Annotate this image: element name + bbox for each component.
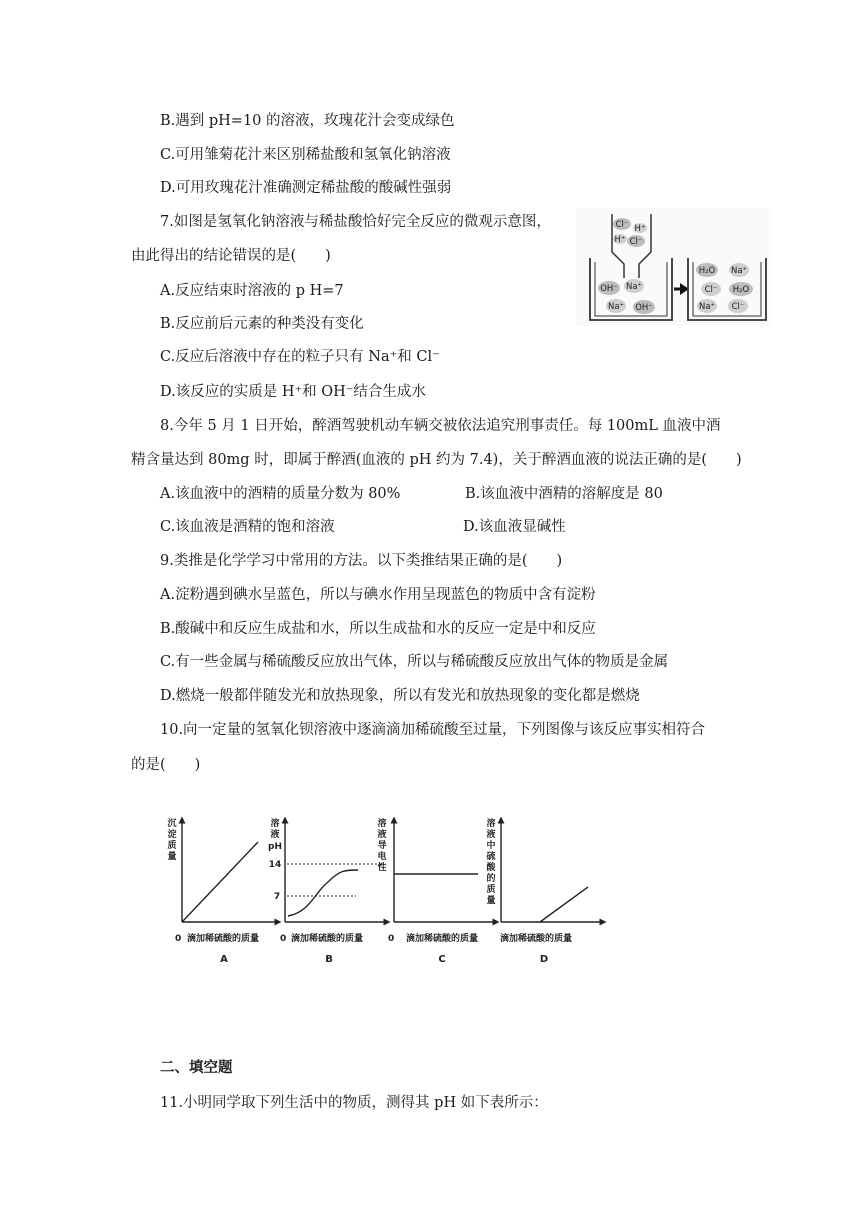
graph-a-ylabel-3: 质: [167, 841, 177, 851]
graph-b-ylabel-1: 溶: [270, 819, 280, 829]
before-ion-1: OH⁻: [600, 284, 618, 294]
q7-stem-line2: 由此得出的结论错误的是( ): [131, 248, 331, 264]
graph-b-tick-7: 7: [273, 892, 281, 902]
q8-stem-line2: 精含量达到 80mg 时，即属于醉酒(血液的 pH 约为 7.4)，关于醉酒血液的说法正确的是( ): [131, 452, 742, 468]
graph-a-origin: 0: [175, 934, 182, 944]
graph-a-ylabel-2: 淀: [167, 830, 177, 840]
graph-d-ylabel-6: 的: [486, 874, 496, 884]
q8-option-a: A.该血液中的酒精的质量分数为 80%: [160, 486, 401, 502]
q6-option-c: C.可用雏菊花汁来区别稀盐酸和氢氧化钠溶液: [160, 147, 451, 163]
after-particle-2: Na⁺: [730, 266, 748, 276]
graph-c-ylabel-4: 电: [377, 852, 387, 862]
graph-c-ylabel-2: 液: [377, 830, 387, 840]
after-particle-1: H₂O: [698, 266, 716, 276]
graph-c-ylabel-5: 性: [377, 863, 387, 873]
q7-option-d: D.该反应的实质是 H⁺和 OH⁻结合生成水: [160, 384, 426, 400]
q9-option-c: C.有一些金属与稀硫酸反应放出气体，所以与稀硫酸反应放出气体的物质是金属: [160, 654, 669, 670]
q10-graphs: [160, 812, 610, 970]
q10-stem-line2: 的是( ): [131, 757, 201, 773]
q9-option-a: A.淀粉遇到碘水呈蓝色，所以与碘水作用呈现蓝色的物质中含有淀粉: [160, 587, 596, 603]
q9-option-b: B.酸碱中和反应生成盐和水，所以生成盐和水的反应一定是中和反应: [160, 621, 596, 637]
q6-option-b: B.遇到 pH=10 的溶液，玫瑰花汁会变成绿色: [160, 113, 455, 129]
q7-reaction-diagram: [576, 208, 772, 326]
q8-stem-line1: 8.今年 5 月 1 日开始，醉酒驾驶机动车辆交被依法追究刑事责任。每 100mL 血液中酒: [160, 418, 721, 434]
graph-c-ylabel-1: 溶: [377, 819, 387, 829]
graph-b-xlabel: 滴加稀硫酸的质量: [291, 934, 364, 944]
q7-option-a: A.反应结束时溶液的 p H=7: [160, 283, 344, 299]
after-particle-5: Na⁺: [698, 302, 716, 312]
graph-d-curve: [540, 887, 588, 922]
graph-d-ylabel-7: 质: [486, 885, 496, 895]
section-heading: 二、填空题: [160, 1060, 233, 1076]
graph-b-ylabel-ph: pH: [268, 842, 282, 852]
graph-d-ylabel-8: 量: [486, 896, 496, 906]
before-ion-2: Na⁺: [625, 282, 643, 292]
graph-d-ylabel-1: 溶: [486, 819, 496, 829]
graph-d-ylabel-3: 中: [486, 841, 496, 851]
q8-option-c: C.该血液是酒精的饱和溶液: [160, 519, 335, 535]
q9-option-d: D.燃烧一般都伴随发光和放热现象，所以有发光和放热现象的变化都是燃烧: [160, 688, 640, 704]
graph-a-ylabel-4: 量: [167, 852, 177, 862]
q7-option-c: C.反应后溶液中存在的粒子只有 Na⁺和 Cl⁻: [160, 349, 440, 365]
before-ion-4: OH⁻: [635, 303, 653, 313]
dropper-ion-4: Cl⁻: [629, 237, 643, 247]
graph-b-label: B: [325, 954, 333, 965]
q10-stem-line1: 10.向一定量的氢氧化钡溶液中逐滴滴加稀硫酸至过量，下列图像与该反应事实相符合: [160, 722, 706, 738]
q6-option-d: D.可用玫瑰花汁准确测定稀盐酸的酸碱性强弱: [160, 180, 452, 196]
graph-a-label: A: [220, 954, 228, 965]
graph-c-ylabel-3: 导: [377, 841, 387, 851]
graph-d-ylabel-5: 酸: [486, 863, 496, 873]
dropper-ion-1: Cl⁻: [615, 220, 629, 230]
q7-stem-line1: 7.如图是氢氧化钠溶液与稀盐酸恰好完全反应的微观示意图，: [160, 214, 551, 230]
graph-c-xlabel: 滴加稀硫酸的质量: [406, 934, 479, 944]
graph-a-ylabel-1: 沉: [167, 819, 177, 829]
dropper-ion-3: H⁺: [614, 235, 626, 245]
graph-c-label: C: [438, 954, 446, 965]
q8-option-b: B.该血液中酒精的溶解度是 80: [465, 486, 663, 502]
graph-a-xlabel: 滴加稀硫酸的质量: [187, 934, 260, 944]
after-particle-3: Cl⁻: [704, 285, 718, 295]
dropper-ion-2: H⁺: [634, 224, 646, 234]
graph-d-label: D: [539, 954, 549, 965]
q7-option-b: B.反应前后元素的种类没有变化: [160, 316, 364, 332]
graph-d-ylabel-4: 硫: [486, 852, 496, 862]
after-particle-4: H₂O: [732, 285, 750, 295]
q8-option-d: D.该血液显碱性: [463, 519, 566, 535]
graph-b-ylabel-2: 液: [270, 830, 280, 840]
graph-d-xlabel: 滴加稀硫酸的质量: [500, 934, 573, 944]
graph-a-curve: [182, 842, 258, 922]
q11-stem: 11.小明同学取下列生活中的物质，测得其 pH 如下表所示：: [160, 1095, 548, 1111]
graph-c-origin: 0: [388, 934, 395, 944]
graph-b-tick-14: 14: [268, 860, 282, 870]
graph-b-curve: [288, 870, 358, 916]
before-ion-3: Na⁺: [607, 302, 625, 312]
after-particle-6: Cl⁻: [731, 302, 745, 312]
graph-b-origin: 0: [280, 934, 287, 944]
graph-d-ylabel-2: 液: [486, 830, 496, 840]
q9-stem: 9.类推是化学学习中常用的方法。以下类推结果正确的是( ): [160, 553, 563, 569]
